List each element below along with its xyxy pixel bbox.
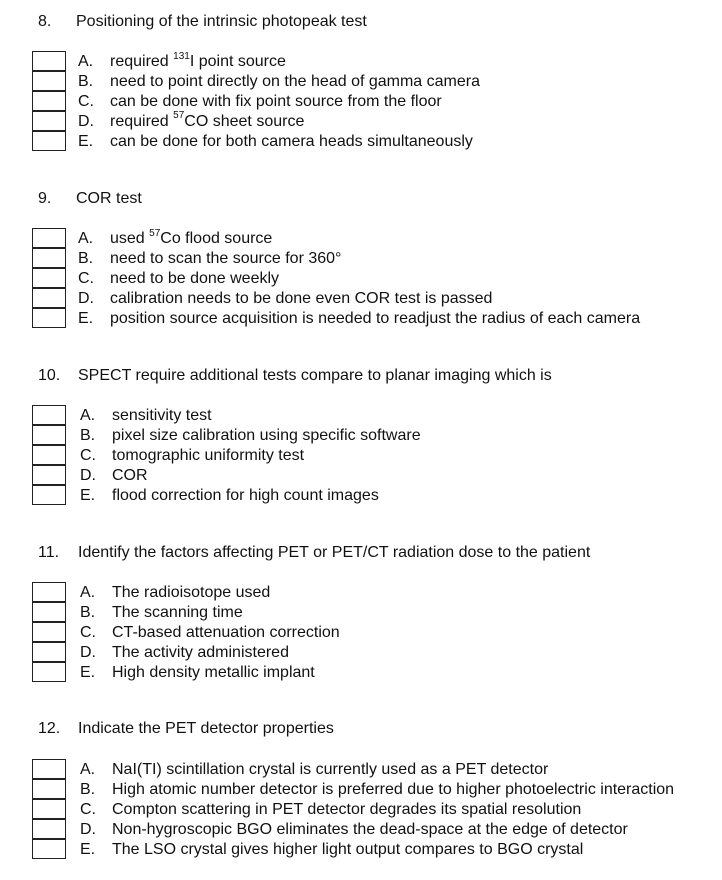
option-text xyxy=(110,52,286,72)
isotope-mass-number: 57 xyxy=(173,110,185,122)
option-text-main: can be done with fix point source from the floor xyxy=(110,92,442,110)
option-text xyxy=(110,72,480,92)
option-text xyxy=(112,820,628,840)
answer-checkbox[interactable] xyxy=(32,228,66,248)
option-text-main: CT-based attenuation correction xyxy=(112,623,340,641)
option-letter: B. xyxy=(78,249,94,267)
option-text xyxy=(112,603,243,623)
answer-checkbox[interactable] xyxy=(32,91,66,111)
option-letter: B. xyxy=(80,603,96,621)
option-text xyxy=(112,406,212,426)
answer-checkbox[interactable] xyxy=(32,485,66,505)
answer-checkbox[interactable] xyxy=(32,131,66,151)
answer-checkbox[interactable] xyxy=(32,819,66,839)
option-text-main: The radioisotope used xyxy=(112,584,271,601)
option-text xyxy=(112,780,674,800)
option-text xyxy=(110,92,442,112)
option-letter: E. xyxy=(80,663,96,681)
isotope-mass-number: 57 xyxy=(149,227,161,239)
option-letter: C. xyxy=(80,623,96,641)
answer-checkbox[interactable] xyxy=(32,51,66,71)
question-text: Identify the factors affecting PET or PET/CT radiation dose to the patient xyxy=(78,544,591,561)
isotope-mass-number: 131 xyxy=(173,50,190,62)
question-text: COR test xyxy=(76,190,142,207)
answer-checkbox[interactable] xyxy=(32,779,66,799)
option-text xyxy=(112,426,421,446)
option-text-main: can be done for both camera heads simultaneously xyxy=(110,132,473,150)
option-text xyxy=(110,132,473,152)
option-letter: A. xyxy=(78,53,94,70)
option-text xyxy=(110,269,279,289)
option-text-main: sensitivity test xyxy=(112,407,212,424)
option-text xyxy=(110,112,304,132)
option-letter: E. xyxy=(78,309,94,327)
option-text-main: used xyxy=(110,230,150,247)
option-text-main: The scanning time xyxy=(112,603,243,621)
option-text-main: calibration needs to be done even COR test is passed xyxy=(110,289,493,307)
question-number: 12. xyxy=(38,720,61,737)
answer-checkbox[interactable] xyxy=(32,839,66,859)
option-letter: A. xyxy=(78,230,94,247)
option-text xyxy=(112,840,583,860)
answer-checkbox[interactable] xyxy=(32,662,66,682)
answer-checkbox[interactable] xyxy=(32,602,66,622)
answer-checkbox[interactable] xyxy=(32,425,66,445)
option-text-rest: I point source xyxy=(189,53,286,70)
option-text-rest: Co flood source xyxy=(160,230,273,247)
answer-checkbox[interactable] xyxy=(32,248,66,268)
option-letter: C. xyxy=(78,269,94,287)
option-letter: C. xyxy=(80,446,96,464)
option-text-rest: CO sheet source xyxy=(184,112,305,130)
option-letter: E. xyxy=(80,486,96,504)
answer-checkbox[interactable] xyxy=(32,582,66,602)
option-letter: A. xyxy=(80,761,96,778)
option-text xyxy=(110,289,492,309)
option-letter: D. xyxy=(80,643,96,661)
option-text xyxy=(112,446,304,466)
answer-checkbox[interactable] xyxy=(32,445,66,465)
answer-checkbox[interactable] xyxy=(32,622,66,642)
question-text: SPECT require additional tests compare to planar imaging which is xyxy=(78,367,552,384)
option-text-main: COR xyxy=(112,466,148,484)
answer-checkbox[interactable] xyxy=(32,759,66,779)
option-text xyxy=(112,466,148,486)
option-text xyxy=(112,663,315,683)
option-text-main: need to be done weekly xyxy=(110,269,280,287)
option-text xyxy=(110,249,341,269)
answer-checkbox[interactable] xyxy=(32,111,66,131)
answer-checkbox[interactable] xyxy=(32,308,66,328)
option-text xyxy=(110,229,272,249)
option-text xyxy=(112,486,379,506)
question-text: Positioning of the intrinsic photopeak test xyxy=(76,13,367,30)
answer-checkbox[interactable] xyxy=(32,405,66,425)
option-text xyxy=(112,800,581,820)
answer-checkbox[interactable] xyxy=(32,799,66,819)
option-letter: D. xyxy=(78,289,94,307)
option-text-main: required xyxy=(110,112,174,130)
option-text-main: flood correction for high count images xyxy=(112,486,379,504)
question-text: Indicate the PET detector properties xyxy=(78,720,334,737)
option-text xyxy=(112,643,289,663)
option-letter: D. xyxy=(80,820,96,838)
option-letter: B. xyxy=(78,72,94,90)
option-letter: B. xyxy=(80,780,96,798)
question-number: 8. xyxy=(38,13,52,30)
option-letter: A. xyxy=(80,584,96,601)
option-letter: E. xyxy=(80,840,96,858)
option-text-main: need to point directly on the head of gamma camera xyxy=(110,72,480,90)
answer-checkbox[interactable] xyxy=(32,268,66,288)
option-text-main: The activity administered xyxy=(112,643,289,661)
question-number: 10. xyxy=(38,367,61,384)
option-text-main: Compton scattering in PET detector degrades its spatial resolution xyxy=(112,800,582,818)
option-text-main: tomographic uniformity test xyxy=(112,446,305,464)
option-text-main: Non-hygroscopic BGO eliminates the dead-space at the edge of detector xyxy=(112,820,628,838)
option-text-main: High atomic number detector is preferred due to higher photoelectric interaction xyxy=(112,780,675,798)
option-letter: D. xyxy=(78,112,94,130)
option-text-main: pixel size calibration using specific software xyxy=(112,426,421,444)
option-letter: D. xyxy=(80,466,96,484)
option-text-main: required xyxy=(110,53,174,70)
option-text xyxy=(110,309,640,329)
option-text-main: NaI(TI) scintillation crystal is currently used as a PET detector xyxy=(112,761,549,778)
option-text-main: need to scan the source for 360° xyxy=(110,249,342,267)
question-number: 11. xyxy=(38,544,60,561)
answer-checkbox[interactable] xyxy=(32,642,66,662)
option-text xyxy=(112,760,548,780)
option-letter: E. xyxy=(78,132,94,150)
option-text-main: The LSO crystal gives higher light output compares to BGO crystal xyxy=(112,840,584,858)
answer-checkbox[interactable] xyxy=(32,465,66,485)
option-letter: C. xyxy=(80,800,96,818)
option-text xyxy=(112,583,270,603)
option-text-main: position source acquisition is needed to readjust the radius of each camera xyxy=(110,309,641,327)
option-letter: B. xyxy=(80,426,96,444)
option-letter: C. xyxy=(78,92,94,110)
option-letter: A. xyxy=(80,407,96,424)
option-text xyxy=(112,623,340,643)
option-text-main: High density metallic implant xyxy=(112,663,315,681)
question-number: 9. xyxy=(38,190,52,207)
answer-checkbox[interactable] xyxy=(32,288,66,308)
answer-checkbox[interactable] xyxy=(32,71,66,91)
